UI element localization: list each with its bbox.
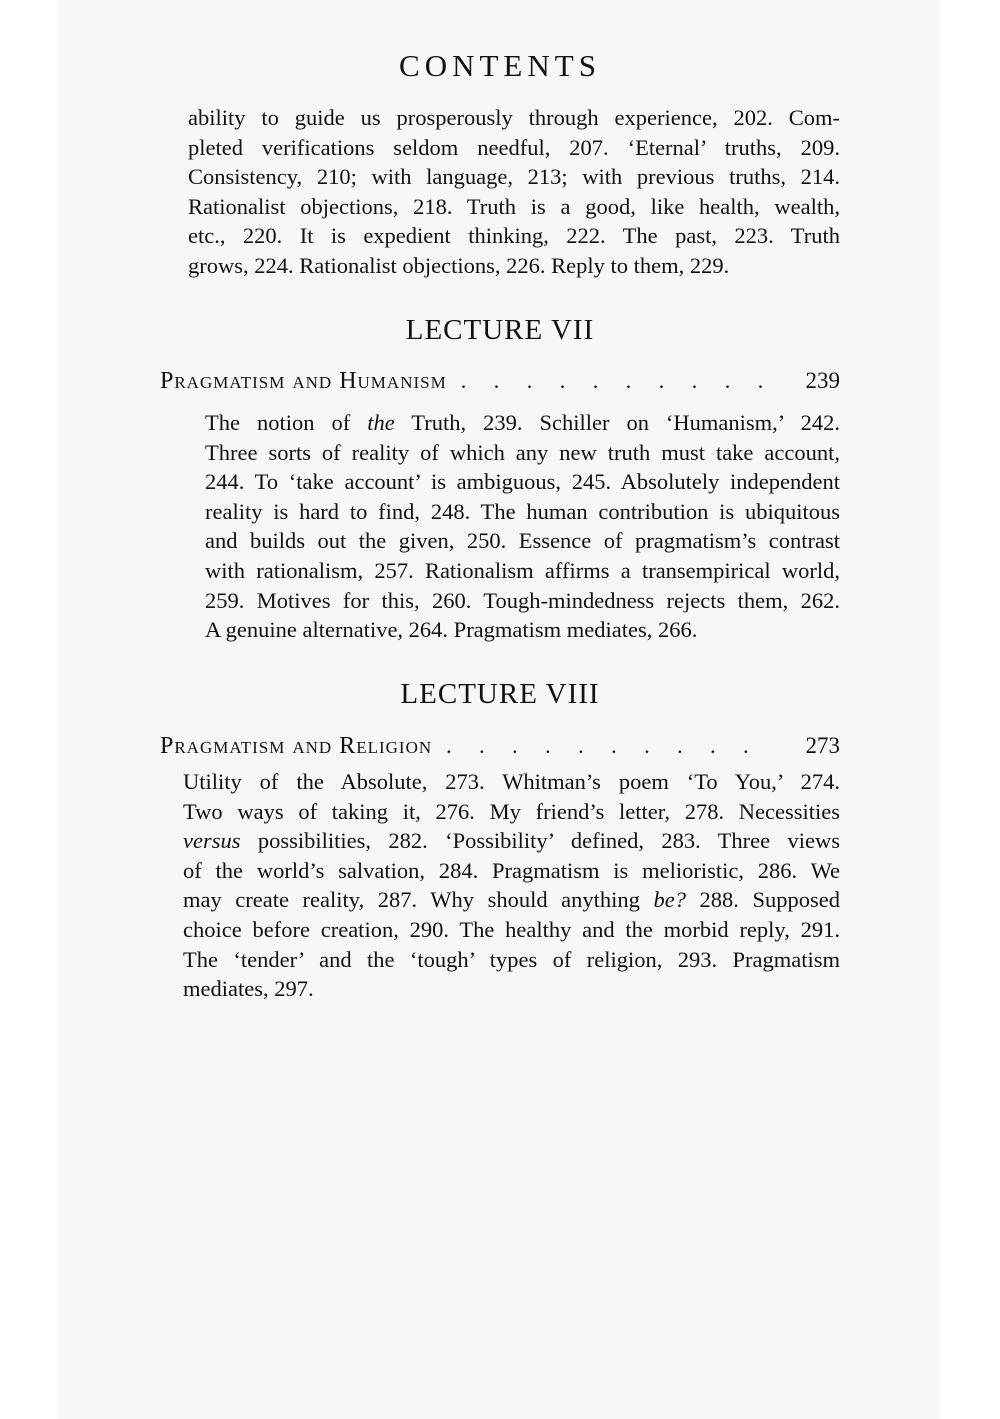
summary-line: Consistency, 210; with language, 213; with previous truths, 214. <box>188 164 840 190</box>
page-number[interactable]: 239 <box>805 368 840 393</box>
lecture-heading: LECTURE VIII <box>400 678 600 710</box>
running-head: CONTENTS <box>399 48 601 83</box>
dot-leader: . . . . . . . . . . <box>446 733 760 758</box>
chapter-entry[interactable] <box>160 733 840 760</box>
summary-line: versus possibilities, 282. ‘Possibility’ defined, 283. Three views <box>183 828 840 854</box>
chapter-title[interactable]: Pragmatism and Humanism <box>160 368 447 394</box>
summary-line: of the world’s salvation, 284. Pragmatism is melioristic, 286. We <box>183 857 840 883</box>
summary-line: ability to guide us prosperously through experience, 202. Com- <box>188 105 840 130</box>
chapter-entry[interactable] <box>160 368 840 395</box>
summary-line: with rationalism, 257. Rationalism affirms a transempirical world, <box>205 557 840 583</box>
summary-line: Three sorts of reality of which any new truth must take account, <box>205 439 840 465</box>
summary-line: may create reality, 287. Why should anything be? 288. Supposed <box>183 887 840 913</box>
chapter-title[interactable]: Pragmatism and Religion <box>160 733 433 759</box>
page-number[interactable]: 273 <box>805 733 840 758</box>
lecture-heading: LECTURE VII <box>405 314 595 346</box>
summary-line: choice before creation, 290. The healthy and the morbid reply, 291. <box>183 916 840 942</box>
summary-line: A genuine alternative, 264. Pragmatism mediates, 266. <box>205 617 698 643</box>
continued-summary <box>188 103 840 281</box>
summary-line: Rationalist objections, 218. Truth is a good, like health, wealth, <box>188 193 840 219</box>
summary-line: 259. Motives for this, 260. Tough-mindedness rejects them, 262. <box>205 587 840 613</box>
summary-line: etc., 220. It is expedient thinking, 222. The past, 223. Truth <box>188 223 840 249</box>
lecture-summary <box>183 767 840 1004</box>
summary-line: The ‘tender’ and the ‘tough’ types of religion, 293. Pragmatism <box>183 946 840 972</box>
summary-line: Two ways of taking it, 276. My friend’s letter, 278. Necessities <box>183 798 840 824</box>
summary-line: and builds out the given, 250. Essence of pragmatism’s contrast <box>205 528 840 554</box>
summary-line: 244. To ‘take account’ is ambiguous, 245. Absolutely independent <box>205 469 840 495</box>
summary-line: reality is hard to find, 248. The human contribution is ubiquitous <box>205 498 840 524</box>
dot-leader: . . . . . . . . . . <box>460 368 775 393</box>
summary-line: grows, 224. Rationalist objections, 226. Reply to them, 229. <box>188 252 730 278</box>
summary-line: pleted verifications seldom needful, 207. ‘Eternal’ truths, 209. <box>188 134 840 160</box>
lecture-summary <box>205 408 840 645</box>
summary-line: The notion of the Truth, 239. Schiller on ‘Humanism,’ 242. <box>205 410 840 435</box>
summary-line: Utility of the Absolute, 273. Whitman’s poem ‘To You,’ 274. <box>183 769 840 794</box>
summary-line: mediates, 297. <box>183 976 314 1002</box>
